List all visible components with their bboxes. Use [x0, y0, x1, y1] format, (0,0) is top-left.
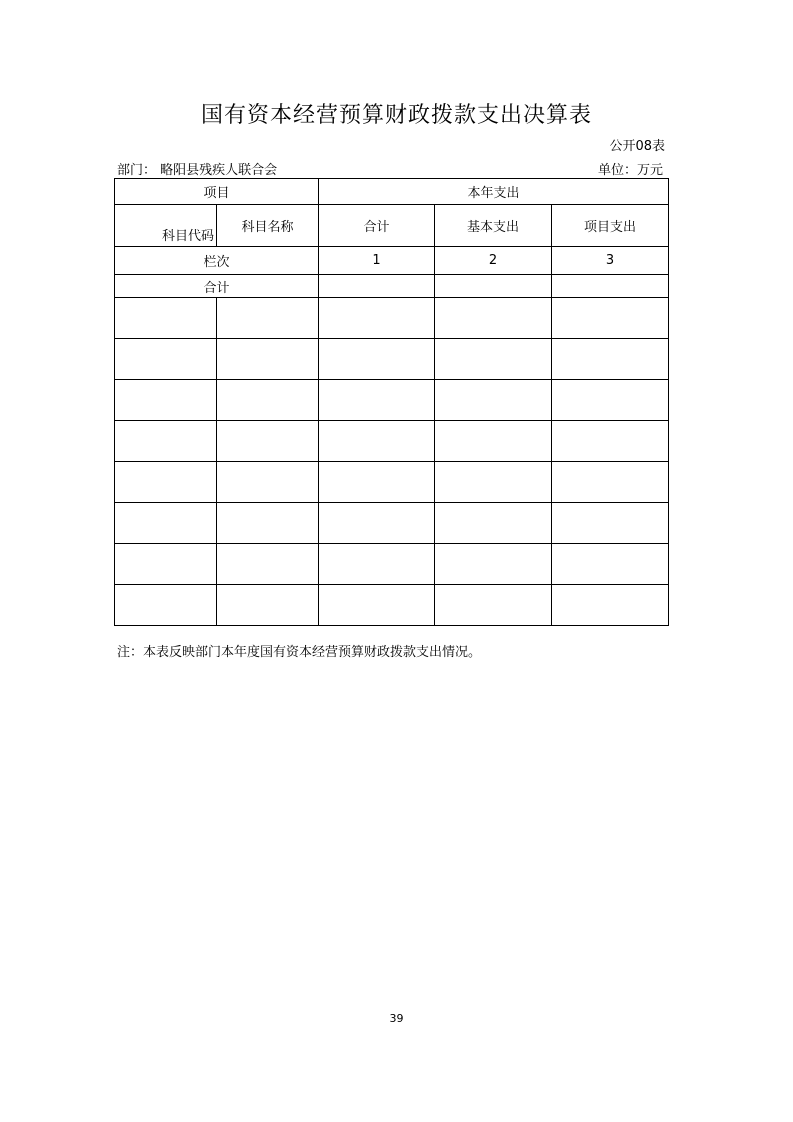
header-basic-expense: 基本支出: [435, 205, 552, 247]
cell-basic: [435, 298, 552, 339]
cell-code: [115, 544, 217, 585]
total-project: [552, 275, 669, 298]
header-project-expense: 项目支出: [552, 205, 669, 247]
header-total: 合计: [319, 205, 435, 247]
cell-code: [115, 380, 217, 421]
table-total-row: [115, 275, 669, 298]
cell-total: [319, 380, 435, 421]
cell-total: [319, 339, 435, 380]
table-row: [115, 298, 669, 339]
page-title: 国有资本经营预算财政拨款支出决算表: [200, 103, 592, 128]
cell-total: [319, 298, 435, 339]
cell-basic: [435, 380, 552, 421]
cell-project: [552, 421, 669, 462]
cell-name: [217, 503, 319, 544]
cell-name: [217, 339, 319, 380]
cell-project: [552, 544, 669, 585]
header-subject-code: 科目代码: [115, 205, 217, 247]
department-label: 部门： 略阳县残疾人联合会: [117, 163, 278, 178]
table-row: [115, 421, 669, 462]
cell-project: [552, 585, 669, 626]
cell-name: [217, 585, 319, 626]
cell-code: [115, 421, 217, 462]
cell-basic: [435, 339, 552, 380]
cell-name: [217, 380, 319, 421]
cell-name: [217, 462, 319, 503]
table-index-row: [115, 247, 669, 275]
cell-name: [217, 544, 319, 585]
cell-total: [319, 421, 435, 462]
cell-code: [115, 585, 217, 626]
cell-project: [552, 298, 669, 339]
form-code: 公开08表: [609, 139, 665, 154]
table-row: [115, 585, 669, 626]
cell-basic: [435, 544, 552, 585]
table-header-row-2: [115, 205, 669, 247]
header-project: 项目: [115, 179, 319, 205]
table-footnote: 注：本表反映部门本年度国有资本经营预算财政拨款支出情况。: [117, 645, 482, 660]
total-value: [319, 275, 435, 298]
cell-total: [319, 544, 435, 585]
header-year-expense: 本年支出: [319, 179, 669, 205]
header-subject-name: 科目名称: [217, 205, 319, 247]
cell-project: [552, 339, 669, 380]
cell-project: [552, 503, 669, 544]
cell-code: [115, 462, 217, 503]
total-basic: [435, 275, 552, 298]
cell-basic: [435, 462, 552, 503]
index-1: 1: [319, 247, 435, 275]
cell-project: [552, 462, 669, 503]
cell-total: [319, 462, 435, 503]
row-index-label: 栏次: [115, 247, 319, 275]
cell-project: [552, 380, 669, 421]
cell-name: [217, 421, 319, 462]
table-row: [115, 462, 669, 503]
cell-total: [319, 503, 435, 544]
budget-table: [114, 178, 669, 626]
index-2: 2: [435, 247, 552, 275]
total-row-label: 合计: [115, 275, 319, 298]
cell-code: [115, 339, 217, 380]
cell-total: [319, 585, 435, 626]
page-number: 39: [389, 1012, 404, 1025]
table-row: [115, 380, 669, 421]
cell-basic: [435, 421, 552, 462]
unit-label: 单位：万元: [597, 163, 663, 178]
table-row: [115, 503, 669, 544]
cell-code: [115, 503, 217, 544]
cell-code: [115, 298, 217, 339]
cell-basic: [435, 503, 552, 544]
cell-basic: [435, 585, 552, 626]
cell-name: [217, 298, 319, 339]
table-row: [115, 339, 669, 380]
index-3: 3: [552, 247, 669, 275]
table-header-row-1: [115, 179, 669, 205]
table-row: [115, 544, 669, 585]
